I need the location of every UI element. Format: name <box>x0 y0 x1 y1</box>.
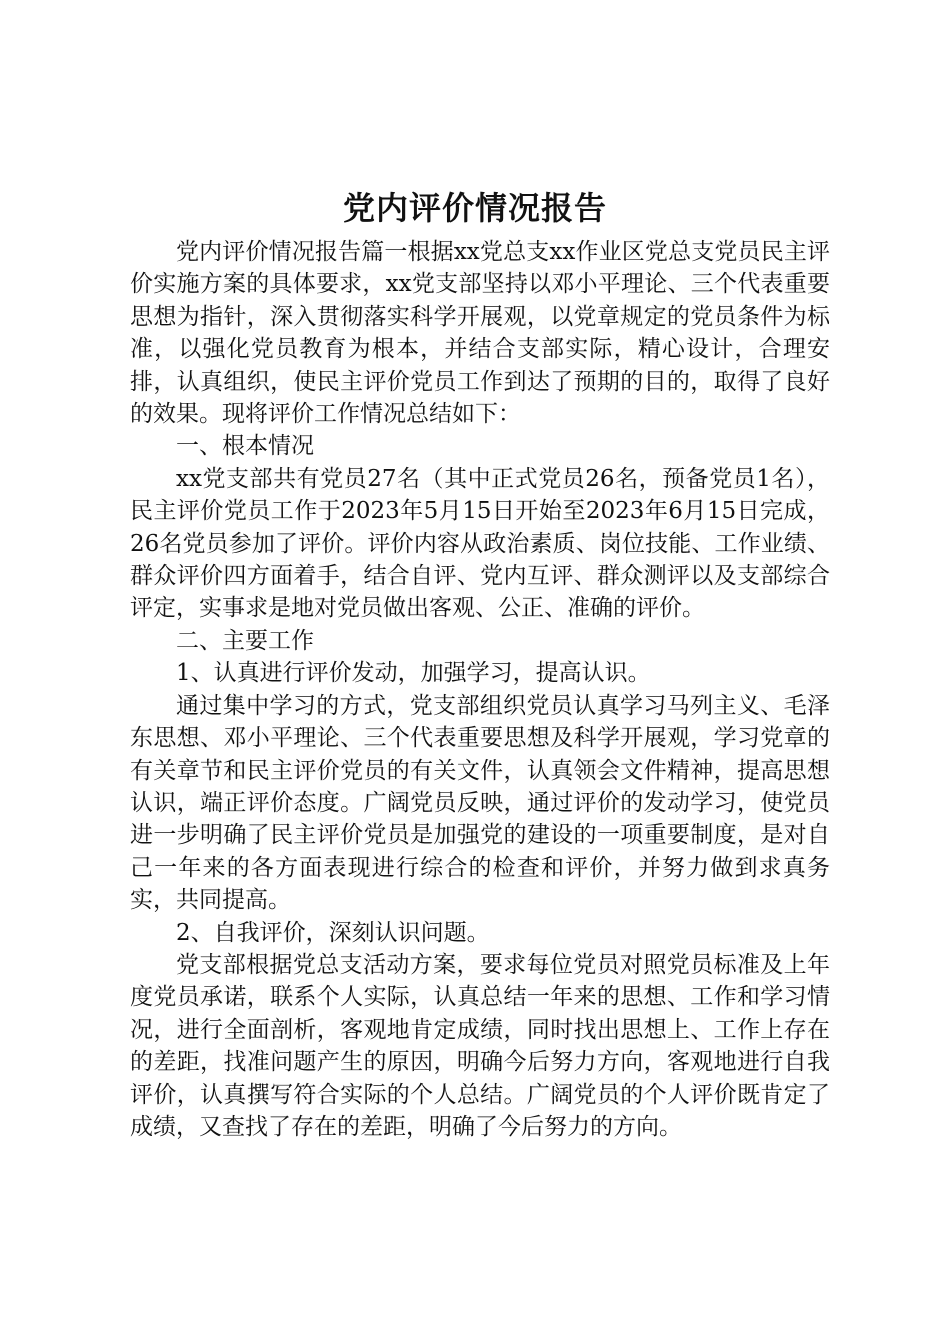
paragraph-self-evaluation: 党支部根据党总支活动方案，要求每位党员对照党员标准及上年度党员承诺，联系个人实际，认真总结一年来的思想、工作和学习情况，进行全面剖析，客观地肯定成绩，同时找出思想上、工作上存在的差距，找准问题产生的原因，明确今后努力方向，客观地进行自我评价，认真撰写符合实际的个人总结。广阔党员的个人评价既肯定了成绩，又查找了存在的差距，明确了今后努力的方向。 <box>130 951 830 1140</box>
paragraph-intro: 党内评价情况报告篇一根据xx党总支xx作业区党总支党员民主评价实施方案的具体要求，xx党支部坚持以邓小平理论、三个代表重要思想为指针，深入贯彻落实科学开展观，以党章规定的党员条件为标准，以强化党员教育为根本，并结合支部实际，精心设计，合理安排，认真组织，使民主评价党员工作到达了预期的目的，取得了良好的效果。现将评价工作情况总结如下： <box>130 239 830 428</box>
document-body <box>130 236 830 1143</box>
section-heading-main-work: 二、主要工作 <box>176 627 314 654</box>
section-heading-basic: 一、根本情况 <box>176 433 314 460</box>
paragraph-mobilization: 通过集中学习的方式，党支部组织党员认真学习马列主义、毛泽东思想、邓小平理论、三个代表重要思想及科学开展观，学习党章的有关章节和民主评价党员的有关文件，认真领会文件精神，提高思想认识，端正评价态度。广阔党员反映，通过评价的发动学习，使党员进一步明确了民主评价党员是加强党的建设的一项重要制度，是对自己一年来的各方面表现进行综合的检查和评价，并努力做到求真务实，共同提高。 <box>130 692 830 914</box>
paragraph-basic-situation: xx党支部共有党员27名（其中正式党员26名，预备党员1名），民主评价党员工作于2023年5月15日开始至2023年6月15日完成，26名党员参加了评价。评价内容从政治素质、岗位技能、工作业绩、群众评价四方面着手，结合自评、党内互评、群众测评以及支部综合评定，实事求是地对党员做出客观、公正、准确的评价。 <box>130 465 830 622</box>
document-title: 党内评价情况报告 <box>342 189 607 227</box>
subheading-self-evaluation: 2、自我评价，深刻认识问题。 <box>176 919 490 946</box>
subheading-mobilization: 1、认真进行评价发动，加强学习，提高认识。 <box>176 660 651 687</box>
